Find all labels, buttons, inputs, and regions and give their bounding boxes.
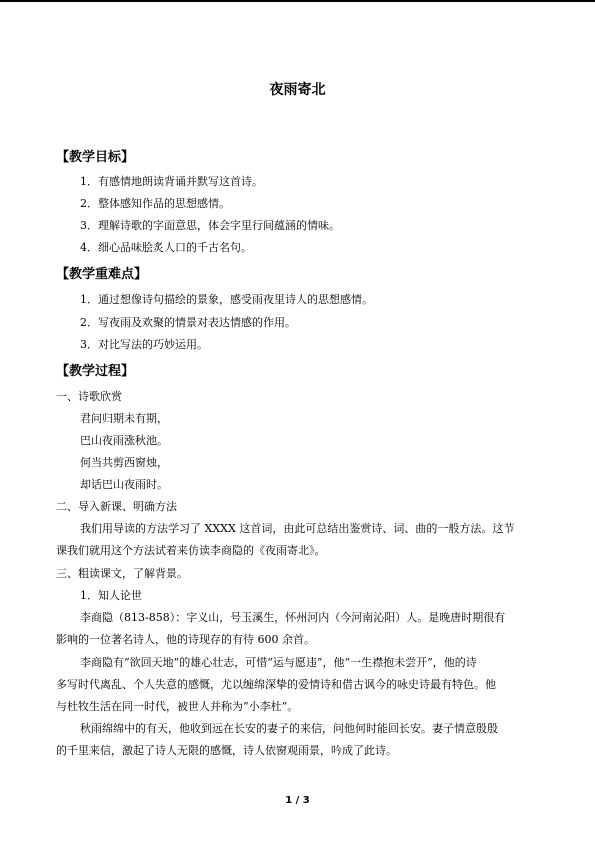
poem-line: 何当共剪西窗烛， [80,456,168,469]
poem-line: 却话巴山夜雨时。 [80,478,168,491]
list-item: 4．细心品味脍炙人口的千古名句。 [80,241,252,254]
paragraph-line: 的千里来信，激起了诗人无限的感慨，诗人依窗观雨景，吟成了此诗。 [56,744,397,757]
page-number: 1 / 3 [285,795,310,806]
list-item: 3．对比写法的巧妙运用。 [80,338,208,351]
section-heading-process: 【教学过程】 [56,364,135,379]
subsection-title: 二、导入新课、明确方法 [56,500,177,513]
list-item: 2．整体感知作品的思想感情。 [80,197,230,210]
poem-line: 巴山夜雨涨秋池。 [80,434,168,447]
list-item: 2．写夜雨及欢聚的情景对表达情感的作用。 [80,316,296,329]
section-heading-goals: 【教学目标】 [56,150,135,165]
poem-line: 君问归期未有期， [80,412,168,425]
paragraph-line: 李商隐有“欲回天地”的雄心壮志，可惜“运与愿违”，他“一生襟抱未尝开”，他的诗 [80,656,477,669]
list-item: 1．通过想像诗句描绘的景象，感受雨夜里诗人的思想感情。 [80,293,373,306]
paragraph-line: 多写时代离乱、个人失意的感慨，尤以缠绵深挚的爱情诗和借古讽今的咏史诗最有特色。他 [56,678,496,691]
sub-item-title: 1．知人论世 [80,589,142,602]
paragraph-line: 影响的一位著名诗人，他的诗现存的有待 600 余首。 [56,633,315,646]
list-item: 3．理解诗歌的字面意思，体会字里行间蕴涵的情味。 [80,219,340,232]
list-item: 1．有感情地朗读背诵并默写这首诗。 [80,175,263,188]
section-heading-keypoints: 【教学重难点】 [56,267,148,282]
paragraph-line: 与杜牧生活在同一时代，被世人并称为“小李杜”。 [56,700,299,713]
subsection-title: 一、诗歌欣赏 [56,390,122,403]
page-title: 夜雨寄北 [269,82,326,98]
paragraph-line: 李商隐（813-858）：字义山，号玉溪生，怀州河内（今河南沁阳）人。是晚唐时期很有 [80,611,506,624]
top-rule [0,0,595,2]
paragraph-line: 秋雨绵绵中的有天，他收到远在长安的妻子的来信，问他何时能回长安。妻子情意殷殷 [80,722,498,735]
paragraph-line: 课我们就用这个方法试着来仿读李商隐的《夜雨寄北》。 [56,544,326,557]
subsection-title: 三、粗读课文，了解背景。 [56,567,188,580]
paragraph-line: 我们用导读的方法学习了 XXXX 这首词，由此可总结出鉴赏诗、词、曲的一般方法。这节 [80,522,515,535]
